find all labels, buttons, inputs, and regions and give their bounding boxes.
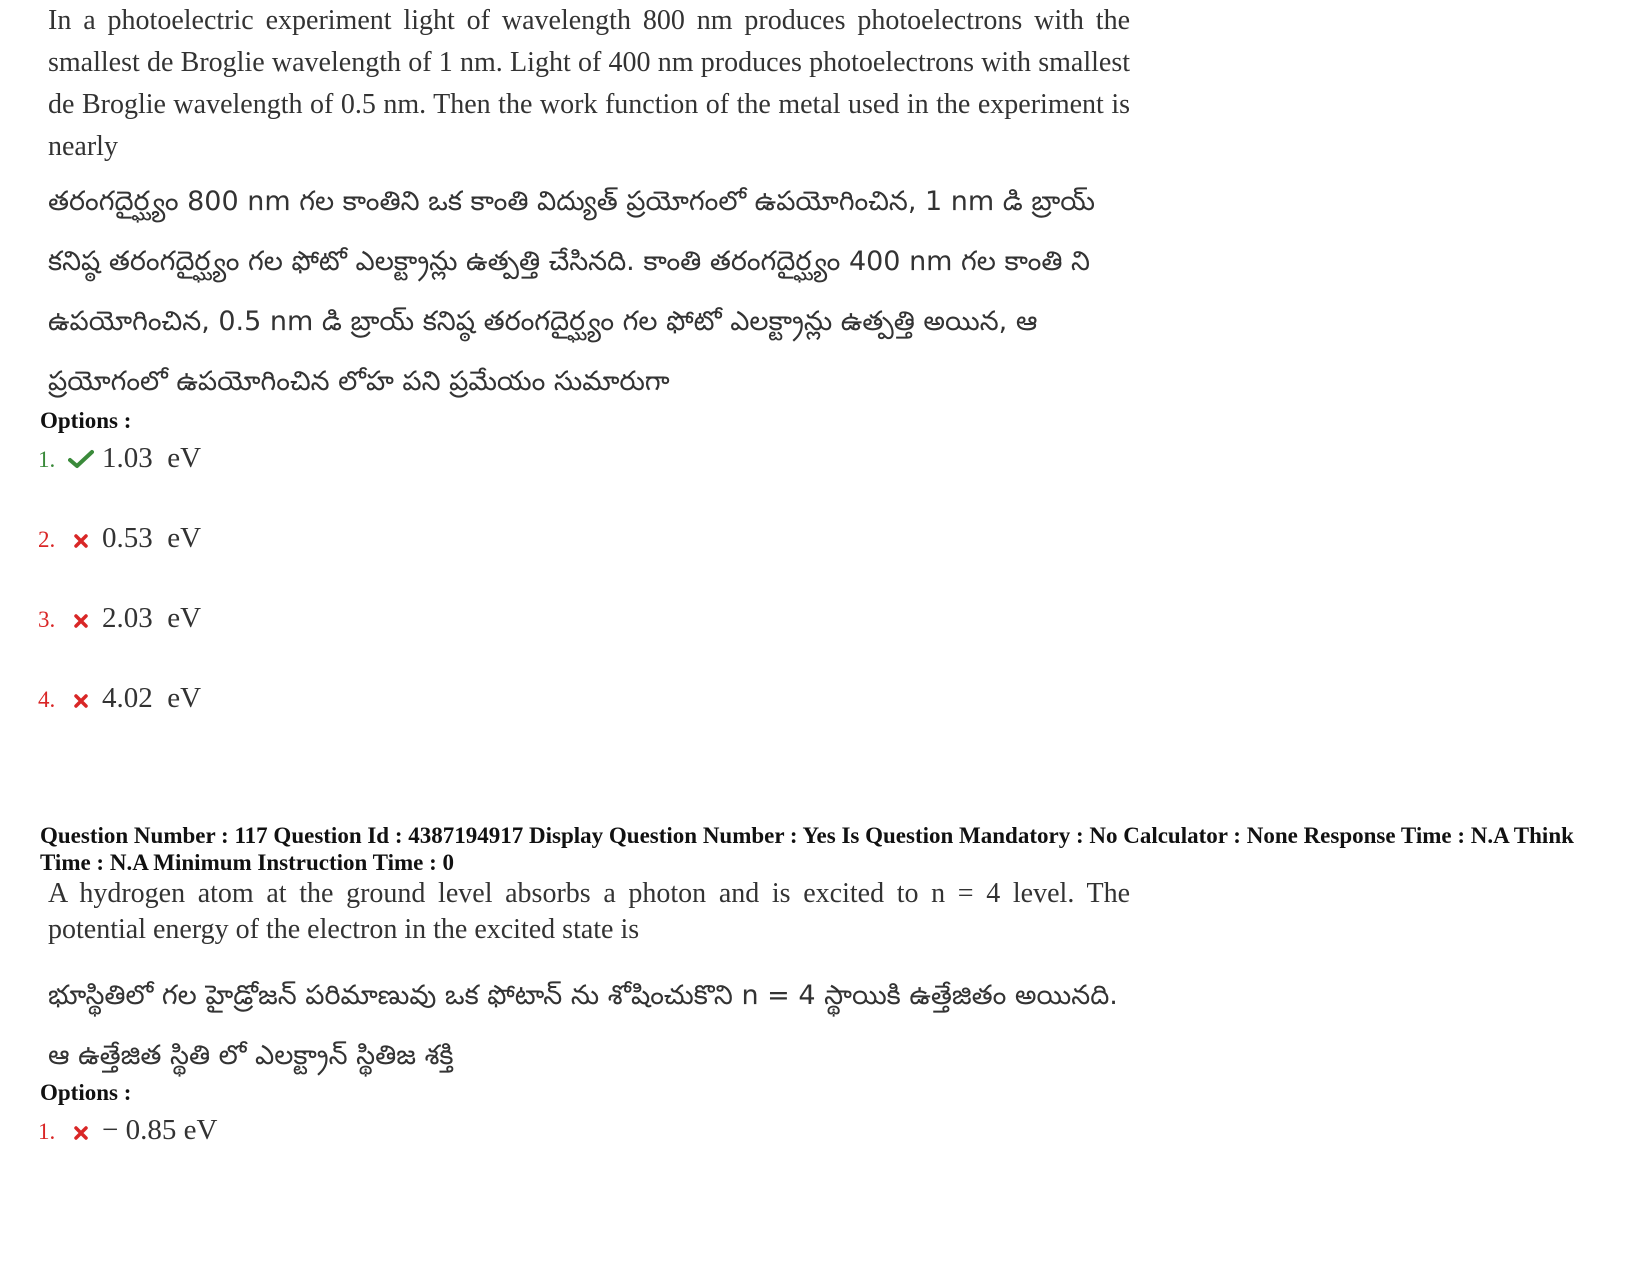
- question-2-english-text: A hydrogen atom at the ground level absorbs a photon and is excited to n = 4 level. The potential energy of the electron in the excited state is: [48, 878, 1130, 945]
- cross-icon: [64, 613, 98, 629]
- option-value: 1.03 eV: [102, 442, 202, 474]
- option-value: 4.02 eV: [102, 682, 202, 714]
- cross-icon: [64, 1125, 98, 1141]
- option-1: [38, 1114, 217, 1147]
- cross-icon: [64, 533, 98, 549]
- question-2-meta: Question Number : 117 Question Id : 4387194917 Display Question Number : Yes Is Question Mandatory : No Calculator : None Response Time : N.A Think Time : N.A Minimum Instruction Time : 0: [40, 823, 1574, 875]
- option-3: [38, 602, 201, 635]
- option-number: 1.: [38, 447, 56, 472]
- option-2: [38, 522, 201, 555]
- cross-icon: [64, 693, 98, 709]
- option-number: 3.: [38, 607, 56, 632]
- question-1-english-text: In a photoelectric experiment light of wavelength 800 nm produces photoelectrons with the smallest de Broglie wavelength of 1 nm. Light of 400 nm produces photoelectrons with smallest de Broglie wavelength of 0.5 nm. Then the work function of the metal used in the experiment is nearly: [48, 5, 1130, 162]
- option-value: 0.53 eV: [102, 522, 202, 554]
- check-icon: [64, 449, 98, 469]
- options-label: Options :: [40, 408, 132, 433]
- options-label: Options :: [40, 1080, 132, 1105]
- option-number: 4.: [38, 687, 56, 712]
- option-4: [38, 682, 201, 715]
- question-1-telugu-text: తరంగదైర్ఘ్యం 800 nm గల కాంతిని ఒక కాంతి విద్యుత్ ప్రయోగంలో ఉపయోగించిన, 1 nm డి బ్రాయ్ కనిష్ఠ తరంగదైర్ఘ్యం గల ఫోటో ఎలక్ట్రాన్లు ఉత్పత్తి చేసినది. కాంతి తరంగదైర్ఘ్యం 400 nm గల కాంతి ని ఉపయోగించిన, 0.5 nm డి బ్రాయ్ కనిష్ఠ తరంగదైర్ఘ్యం గల ఫోటో ఎలక్ట్రాన్లు ఉత్పత్తి అయిన, ఆ ప్రయోగంలో ఉపయోగించిన లోహ పని ప్రమేయం సుమారుగా: [48, 186, 1096, 397]
- question-2-telugu-text: భూస్థితిలో గల హైడ్రోజన్ పరిమాణువు ఒక ఫోటాన్ ను శోషించుకొని n = 4 స్థాయికి ఉత్తేజితం అయినది. ఆ ఉత్తేజిత స్థితి లో ఎలక్ట్రాన్ స్థితిజ శక్తి: [48, 980, 1118, 1071]
- option-value: − 0.85 eV: [102, 1114, 218, 1146]
- option-value: 2.03 eV: [102, 602, 202, 634]
- option-number: 1.: [38, 1119, 56, 1144]
- option-number: 2.: [38, 527, 56, 552]
- option-1: [38, 442, 201, 475]
